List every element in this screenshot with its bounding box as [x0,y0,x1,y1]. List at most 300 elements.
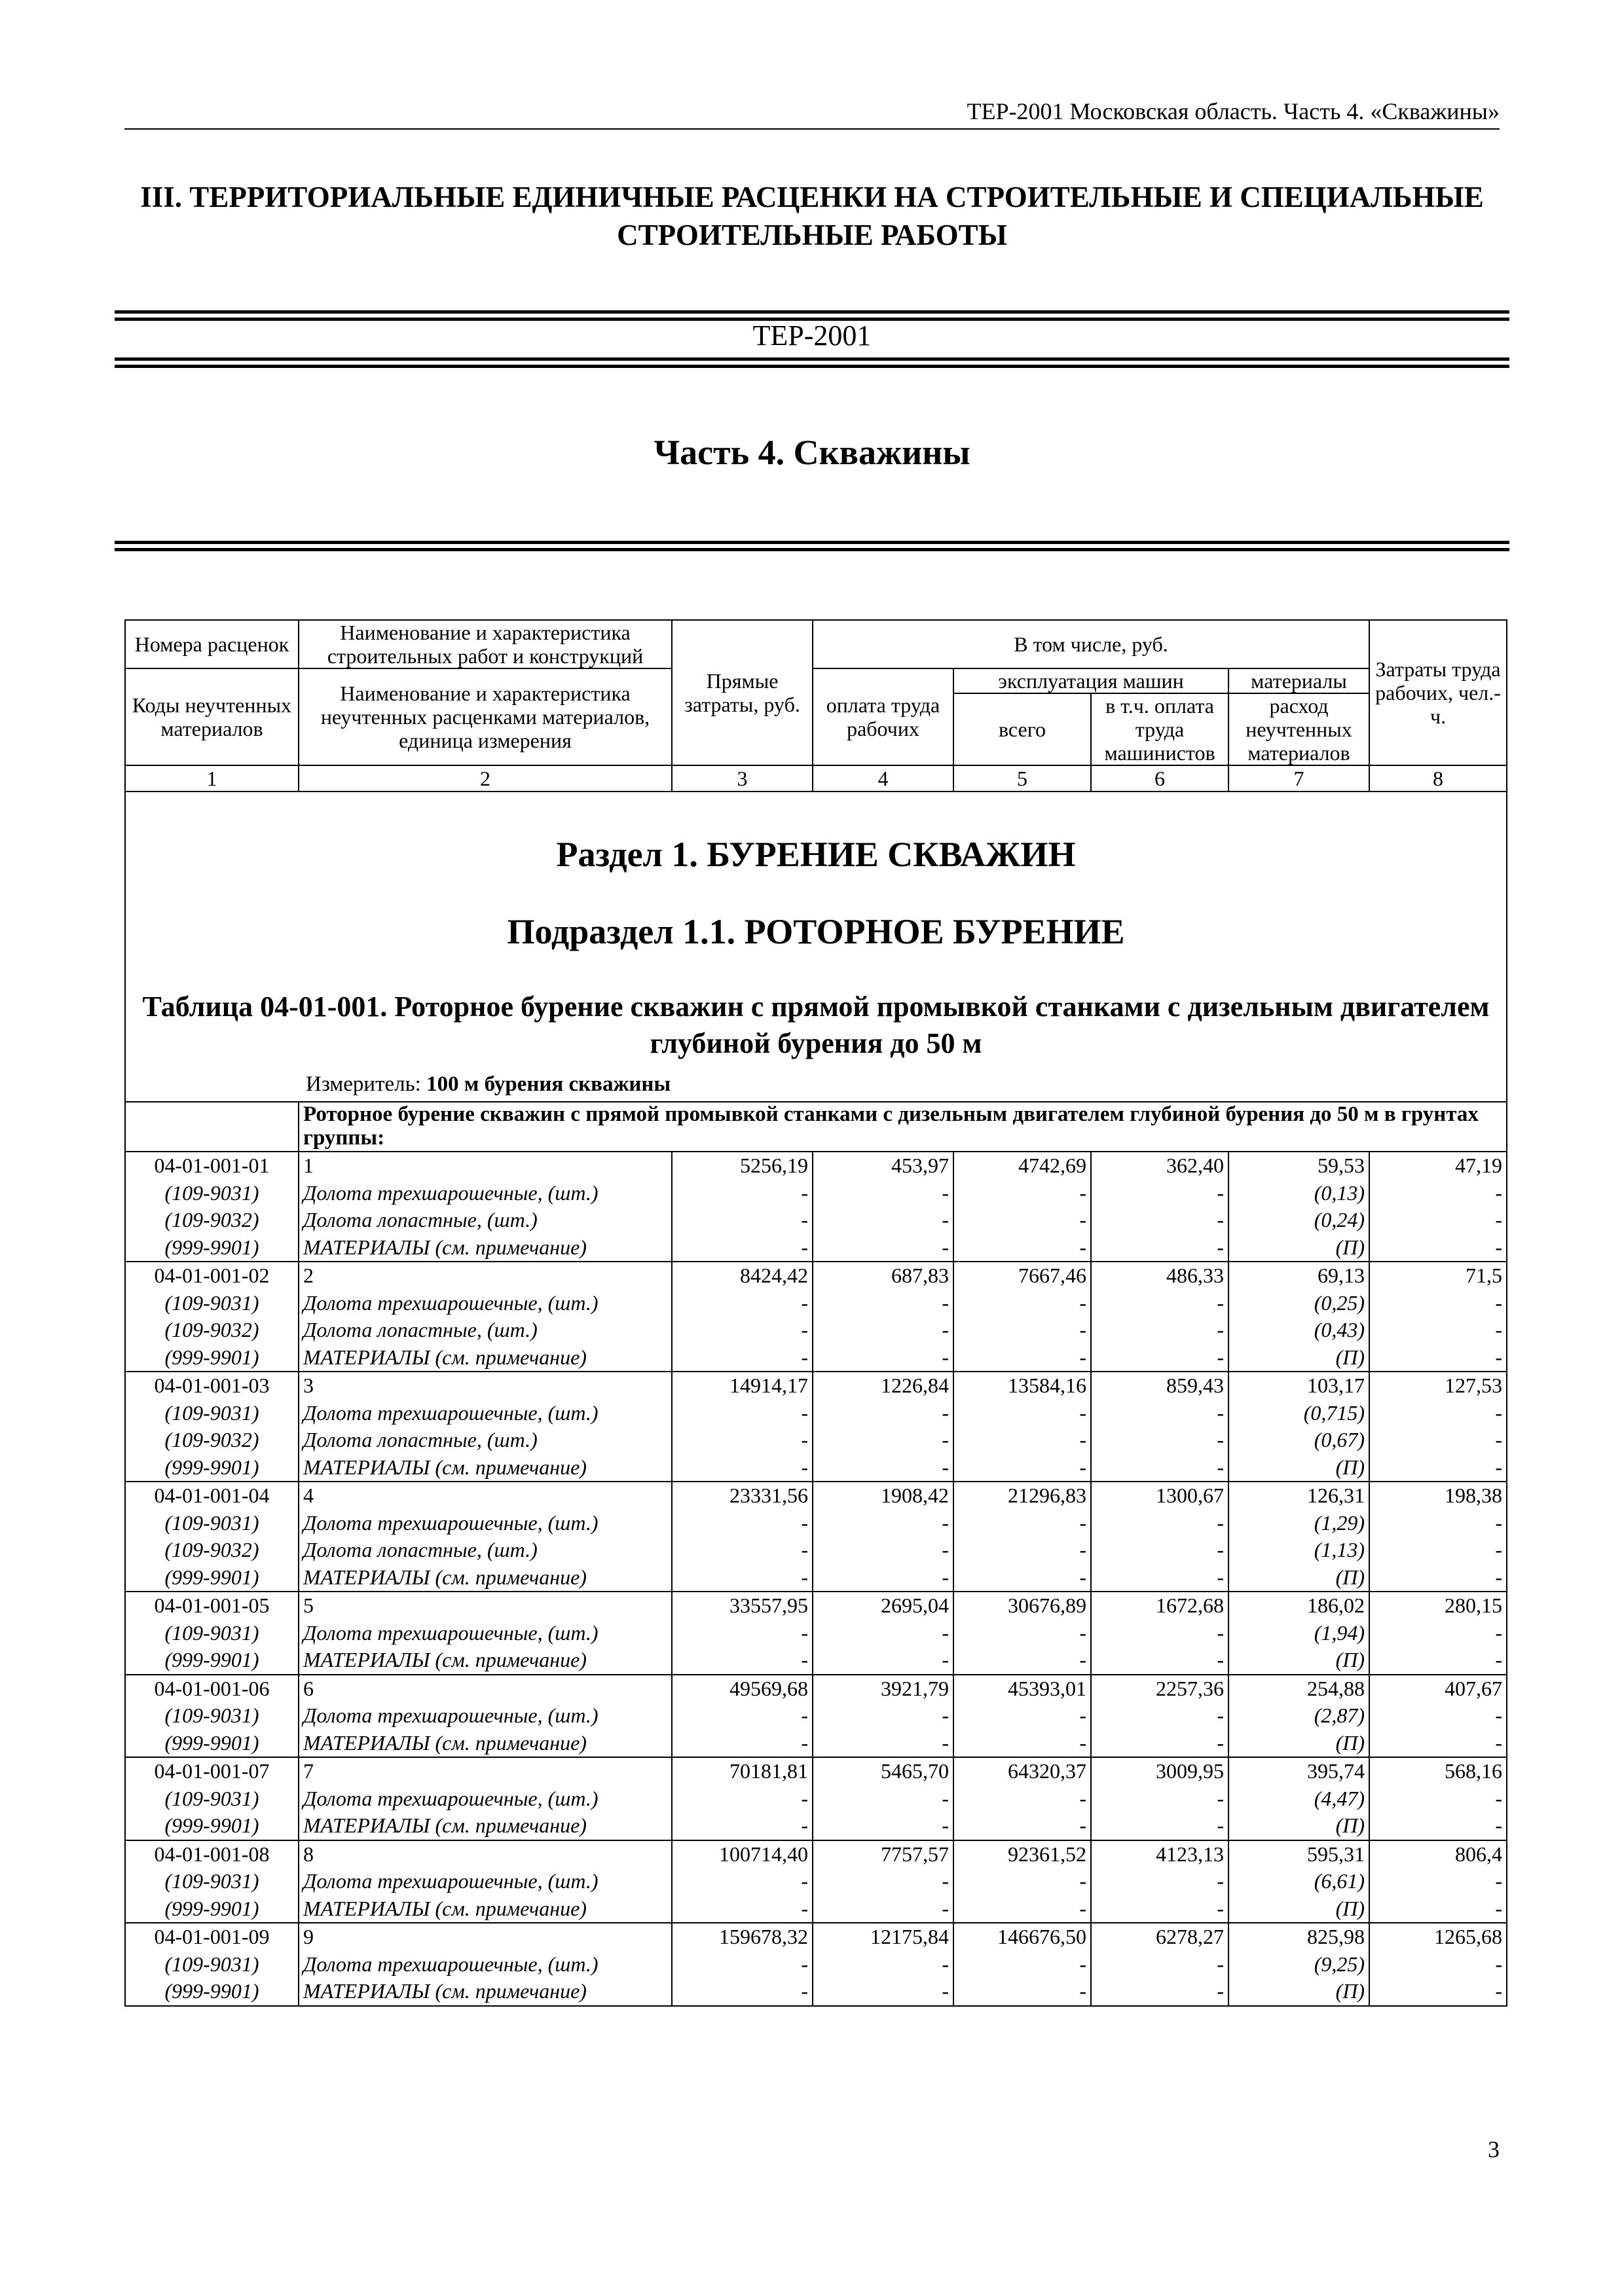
machines-total: 30676,89 [953,1592,1091,1620]
material-code: (999-9901) [125,1564,299,1592]
dash-cell: - [953,1400,1091,1427]
dash-cell: - [1091,1427,1228,1454]
dash-cell: - [1091,1620,1228,1647]
dash-cell: - [1369,1400,1507,1427]
material-name: МАТЕРИАЛЫ (см. примечание) [299,1730,672,1758]
material-row [125,1180,1507,1207]
dash-cell: - [672,1868,813,1895]
dash-cell: - [953,1290,1091,1317]
dash-cell: - [1091,1454,1228,1482]
dash-cell: - [1369,1978,1507,2006]
header-machines: эксплуатация машин [953,668,1228,693]
subsection-title: Подраздел 1.1. РОТОРНОЕ БУРЕНИЕ [507,912,1125,951]
operators-pay: 4123,13 [1091,1840,1228,1868]
machines-total: 21296,83 [953,1482,1091,1510]
header-rate-numbers: Номера расценок [125,620,299,668]
material-row [125,1290,1507,1317]
material-row [125,1868,1507,1895]
machines-total: 92361,52 [953,1840,1091,1868]
material-quantity: (П) [1228,1812,1369,1840]
dash-cell: - [1091,1978,1228,2006]
dash-cell: - [672,1537,813,1564]
material-quantity: (П) [1228,1647,1369,1675]
dash-cell: - [953,1620,1091,1647]
material-quantity: (0,67) [1228,1427,1369,1454]
material-name: Долота трехшарошечные, (шт.) [299,1180,672,1207]
dash-cell: - [672,1510,813,1537]
dash-cell: - [953,1207,1091,1234]
dash-cell: - [672,1895,813,1923]
material-row [125,1978,1507,2006]
rate-code: 04-01-001-03 [125,1372,299,1400]
header-material-codes: Коды неучтенных материалов [125,668,299,765]
rate-group [125,1152,1507,1262]
header-work-name: Наименование и характеристика строительных работ и конструкций [299,620,672,668]
dash-cell: - [1369,1537,1507,1564]
dash-cell: - [1091,1868,1228,1895]
labor-hours: 407,67 [1369,1675,1507,1703]
material-row [125,1234,1507,1262]
labor-hours: 71,5 [1369,1262,1507,1290]
rate-code: 04-01-001-01 [125,1152,299,1180]
column-number: 1 [125,765,299,792]
dash-cell: - [1091,1647,1228,1675]
dash-cell: - [813,1180,953,1207]
dash-cell: - [953,1978,1091,2006]
dash-cell: - [953,1730,1091,1758]
rate-code: 04-01-001-07 [125,1757,299,1785]
dash-cell: - [1369,1812,1507,1840]
header-in-total: В том числе, руб. [813,620,1369,668]
operators-pay: 1300,67 [1091,1482,1228,1510]
worker-pay: 687,83 [813,1262,953,1290]
dash-cell: - [953,1180,1091,1207]
material-code: (109-9031) [125,1180,299,1207]
dash-cell: - [813,1400,953,1427]
rate-name: 3 [299,1372,672,1400]
rate-name: 6 [299,1675,672,1703]
direct-costs: 159678,32 [672,1923,813,1951]
table-row [125,1675,1507,1703]
material-code: (109-9031) [125,1785,299,1813]
material-code: (999-9901) [125,1978,299,2006]
material-name: Долота лопастные, (шт.) [299,1427,672,1454]
rate-group [125,1482,1507,1592]
column-number: 6 [1091,765,1228,792]
dash-cell: - [1091,1895,1228,1923]
materials-cost: 103,17 [1228,1372,1369,1400]
dash-cell: - [1369,1785,1507,1813]
material-quantity: (2,87) [1228,1702,1369,1730]
dash-cell: - [672,1290,813,1317]
materials-cost: 395,74 [1228,1757,1369,1785]
worker-pay: 5465,70 [813,1757,953,1785]
material-code: (109-9032) [125,1537,299,1564]
labor-hours: 806,4 [1369,1840,1507,1868]
direct-costs: 8424,42 [672,1262,813,1290]
material-name: Долота трехшарошечные, (шт.) [299,1951,672,1978]
dash-cell: - [813,1785,953,1813]
material-quantity: (0,715) [1228,1400,1369,1427]
material-code: (999-9901) [125,1895,299,1923]
part-double-rule [115,541,1509,551]
material-name: Долота трехшарошечные, (шт.) [299,1868,672,1895]
direct-costs: 5256,19 [672,1152,813,1180]
dash-cell: - [1091,1234,1228,1262]
dash-cell: - [813,1702,953,1730]
dash-cell: - [1091,1564,1228,1592]
material-quantity: (4,47) [1228,1785,1369,1813]
dash-cell: - [953,1812,1091,1840]
header-material-names: Наименование и характеристика неучтенных расценками материалов, единица измерения [299,668,672,765]
dash-cell: - [672,1180,813,1207]
labor-hours: 47,19 [1369,1152,1507,1180]
material-quantity: (П) [1228,1730,1369,1758]
rate-code: 04-01-001-02 [125,1262,299,1290]
column-number: 7 [1228,765,1369,792]
material-name: Долота трехшарошечные, (шт.) [299,1510,672,1537]
operators-pay: 486,33 [1091,1262,1228,1290]
dash-cell: - [813,1510,953,1537]
dash-cell: - [1091,1290,1228,1317]
direct-costs: 70181,81 [672,1757,813,1785]
dash-cell: - [953,1510,1091,1537]
rate-name: 1 [299,1152,672,1180]
material-code: (109-9032) [125,1427,299,1454]
section-block [125,792,1507,1102]
dash-cell: - [953,1895,1091,1923]
rate-code: 04-01-001-04 [125,1482,299,1510]
material-quantity: (0,24) [1228,1207,1369,1234]
dash-cell: - [953,1868,1091,1895]
material-row [125,1510,1507,1537]
page-number: 3 [1488,2136,1500,2162]
machines-total: 13584,16 [953,1372,1091,1400]
dash-cell: - [1091,1537,1228,1564]
material-row [125,1207,1507,1234]
material-code: (109-9031) [125,1510,299,1537]
material-row [125,1702,1507,1730]
material-name: МАТЕРИАЛЫ (см. примечание) [299,1647,672,1675]
dash-cell: - [953,1647,1091,1675]
material-code: (999-9901) [125,1344,299,1372]
dash-cell: - [672,1730,813,1758]
dash-cell: - [672,1454,813,1482]
dash-cell: - [1369,1564,1507,1592]
meter-line [306,1071,1506,1097]
material-quantity: (0,13) [1228,1180,1369,1207]
material-name: МАТЕРИАЛЫ (см. примечание) [299,1344,672,1372]
section-title: Раздел 1. БУРЕНИЕ СКВАЖИН [556,835,1076,874]
worker-pay: 3921,79 [813,1675,953,1703]
dash-cell: - [1369,1951,1507,1978]
dash-cell: - [1369,1290,1507,1317]
table-row [125,1757,1507,1785]
materials-cost: 186,02 [1228,1592,1369,1620]
column-number: 3 [672,765,813,792]
header-labor-hours: Затраты труда рабочих, чел.-ч. [1369,620,1507,765]
material-row [125,1317,1507,1344]
material-row [125,1537,1507,1564]
material-name: МАТЕРИАЛЫ (см. примечание) [299,1454,672,1482]
dash-cell: - [1369,1702,1507,1730]
operators-pay: 362,40 [1091,1152,1228,1180]
direct-costs: 23331,56 [672,1482,813,1510]
materials-cost: 825,98 [1228,1923,1369,1951]
dash-cell: - [813,1290,953,1317]
operators-pay: 6278,27 [1091,1923,1228,1951]
rates-table [124,619,1507,2007]
rate-name: 9 [299,1923,672,1951]
main-title: III. ТЕРРИТОРИАЛЬНЫЕ ЕДИНИЧНЫЕ РАСЦЕНКИ НА СТРОИТЕЛЬНЫЕ И СПЕЦИАЛЬНЫЕ СТРОИТЕЛЬНЫЕ РАБОТЫ [140,181,1484,251]
table-row [125,1262,1507,1290]
material-row [125,1620,1507,1647]
labor-hours: 1265,68 [1369,1923,1507,1951]
labor-hours: 198,38 [1369,1482,1507,1510]
dash-cell: - [672,1785,813,1813]
dash-cell: - [672,1978,813,2006]
dash-cell: - [672,1812,813,1840]
table-row [125,1592,1507,1620]
rate-group [125,1592,1507,1675]
meter-label: Измеритель: [306,1072,421,1096]
material-row [125,1951,1507,1978]
material-row [125,1730,1507,1758]
material-code: (109-9031) [125,1620,299,1647]
dash-cell: - [1091,1510,1228,1537]
machines-total: 7667,46 [953,1262,1091,1290]
material-code: (999-9901) [125,1812,299,1840]
material-name: Долота трехшарошечные, (шт.) [299,1400,672,1427]
rate-name: 8 [299,1840,672,1868]
material-quantity: (П) [1228,1344,1369,1372]
column-number: 8 [1369,765,1507,792]
material-row [125,1564,1507,1592]
material-name: МАТЕРИАЛЫ (см. примечание) [299,1564,672,1592]
material-name: Долота лопастные, (шт.) [299,1207,672,1234]
material-row [125,1400,1507,1427]
rate-group [125,1923,1507,2006]
dash-cell: - [1091,1812,1228,1840]
dash-cell: - [953,1234,1091,1262]
direct-costs: 100714,40 [672,1840,813,1868]
worker-pay: 453,97 [813,1152,953,1180]
materials-cost: 595,31 [1228,1840,1369,1868]
dash-cell: - [672,1317,813,1344]
worker-pay: 1908,42 [813,1482,953,1510]
material-code: (999-9901) [125,1647,299,1675]
dash-cell: - [1369,1344,1507,1372]
dash-cell: - [1369,1427,1507,1454]
material-row [125,1812,1507,1840]
dash-cell: - [672,1647,813,1675]
ter-double-rule [115,357,1509,368]
table-row [125,1372,1507,1400]
dash-cell: - [672,1234,813,1262]
column-number: 4 [813,765,953,792]
labor-hours: 568,16 [1369,1757,1507,1785]
dash-cell: - [1091,1344,1228,1372]
dash-cell: - [1091,1400,1228,1427]
dash-cell: - [672,1702,813,1730]
material-name: Долота трехшарошечные, (шт.) [299,1290,672,1317]
material-name: МАТЕРИАЛЫ (см. примечание) [299,1234,672,1262]
dash-cell: - [813,1344,953,1372]
dash-cell: - [1369,1647,1507,1675]
material-code: (109-9031) [125,1702,299,1730]
dash-cell: - [813,1978,953,2006]
dash-cell: - [813,1454,953,1482]
dash-cell: - [672,1207,813,1234]
dash-cell: - [1369,1180,1507,1207]
material-code: (109-9032) [125,1317,299,1344]
dash-cell: - [1369,1895,1507,1923]
labor-hours: 127,53 [1369,1372,1507,1400]
dash-cell: - [672,1951,813,1978]
dash-cell: - [1091,1180,1228,1207]
dash-cell: - [1091,1702,1228,1730]
dash-cell: - [672,1620,813,1647]
dash-cell: - [813,1317,953,1344]
material-code: (999-9901) [125,1730,299,1758]
materials-cost: 69,13 [1228,1262,1369,1290]
material-name: МАТЕРИАЛЫ (см. примечание) [299,1895,672,1923]
machines-total: 45393,01 [953,1675,1091,1703]
rate-code: 04-01-001-06 [125,1675,299,1703]
material-name: Долота трехшарошечные, (шт.) [299,1785,672,1813]
direct-costs: 49569,68 [672,1675,813,1703]
table-title: Таблица 04-01-001. Роторное бурение скважин с прямой промывкой станками с дизельным двигателем глубиной бурения до 50 м [142,991,1490,1059]
header-worker-pay: оплата труда рабочих [813,668,953,765]
material-quantity: (6,61) [1228,1868,1369,1895]
material-quantity: (0,25) [1228,1290,1369,1317]
dash-cell: - [672,1564,813,1592]
material-row [125,1344,1507,1372]
worker-pay: 2695,04 [813,1592,953,1620]
dash-cell: - [1091,1785,1228,1813]
material-code: (109-9031) [125,1290,299,1317]
dash-cell: - [1091,1317,1228,1344]
material-quantity: (9,25) [1228,1951,1369,1978]
part-title: Часть 4. Скважины [654,433,970,472]
material-quantity: (П) [1228,1895,1369,1923]
rate-name: 2 [299,1262,672,1290]
materials-cost: 126,31 [1228,1482,1369,1510]
material-code: (999-9901) [125,1454,299,1482]
material-quantity: (1,13) [1228,1537,1369,1564]
rate-group [125,1757,1507,1840]
material-quantity: (П) [1228,1234,1369,1262]
rate-group [125,1675,1507,1758]
rate-group [125,1372,1507,1482]
direct-costs: 33557,95 [672,1592,813,1620]
material-quantity: (П) [1228,1564,1369,1592]
operators-pay: 3009,95 [1091,1757,1228,1785]
material-name: Долота лопастные, (шт.) [299,1317,672,1344]
dash-cell: - [813,1812,953,1840]
dash-cell: - [953,1317,1091,1344]
column-number: 2 [299,765,672,792]
dash-cell: - [672,1400,813,1427]
dash-cell: - [953,1785,1091,1813]
material-code: (109-9032) [125,1207,299,1234]
dash-cell: - [953,1702,1091,1730]
dash-cell: - [813,1730,953,1758]
dash-cell: - [1369,1510,1507,1537]
machines-total: 146676,50 [953,1923,1091,1951]
materials-cost: 254,88 [1228,1675,1369,1703]
material-quantity: (1,94) [1228,1620,1369,1647]
dash-cell: - [953,1564,1091,1592]
material-row [125,1647,1507,1675]
dash-cell: - [1091,1951,1228,1978]
dash-cell: - [813,1951,953,1978]
table-row [125,1482,1507,1510]
machines-total: 4742,69 [953,1152,1091,1180]
dash-cell: - [813,1427,953,1454]
material-code: (999-9901) [125,1234,299,1262]
rate-group [125,1840,1507,1923]
running-header: ТЕР-2001 Московская область. Часть 4. «Скважины» [124,98,1500,130]
dash-cell: - [813,1647,953,1675]
material-name: МАТЕРИАЛЫ (см. примечание) [299,1978,672,2006]
dash-cell: - [1091,1207,1228,1234]
dash-cell: - [953,1427,1091,1454]
table-row [125,1923,1507,1951]
dash-cell: - [953,1951,1091,1978]
dash-cell: - [1369,1317,1507,1344]
material-name: Долота трехшарошечные, (шт.) [299,1620,672,1647]
rate-name: 5 [299,1592,672,1620]
rate-name: 7 [299,1757,672,1785]
ter-label: ТЕР-2001 [752,319,872,352]
dash-cell: - [953,1344,1091,1372]
rate-name: 4 [299,1482,672,1510]
dash-cell: - [1369,1868,1507,1895]
dash-cell: - [813,1207,953,1234]
column-number: 5 [953,765,1091,792]
dash-cell: - [813,1537,953,1564]
dash-cell: - [953,1537,1091,1564]
operators-pay: 859,43 [1091,1372,1228,1400]
operators-pay: 1672,68 [1091,1592,1228,1620]
dash-cell: - [1369,1234,1507,1262]
header-direct-costs: Прямые затраты, руб. [672,620,813,765]
rate-code: 04-01-001-05 [125,1592,299,1620]
material-quantity: (0,43) [1228,1317,1369,1344]
header-materials: материалы [1228,668,1369,693]
material-code: (109-9031) [125,1951,299,1978]
description-spacer [125,1102,299,1152]
rate-code: 04-01-001-08 [125,1840,299,1868]
labor-hours: 280,15 [1369,1592,1507,1620]
rate-code: 04-01-001-09 [125,1923,299,1951]
dash-cell: - [672,1427,813,1454]
meter-value: 100 м бурения скважины [426,1072,671,1096]
dash-cell: - [953,1454,1091,1482]
material-code: (109-9031) [125,1400,299,1427]
dash-cell: - [672,1344,813,1372]
worker-pay: 7757,57 [813,1840,953,1868]
dash-cell: - [1369,1454,1507,1482]
dash-cell: - [1369,1730,1507,1758]
material-row [125,1785,1507,1813]
material-quantity: (П) [1228,1978,1369,2006]
material-quantity: (1,29) [1228,1510,1369,1537]
work-description: Роторное бурение скважин с прямой промывкой станками с дизельным двигателем глубиной бурения до 50 м в грунтах группы: [299,1102,1507,1152]
materials-cost: 59,53 [1228,1152,1369,1180]
table-row [125,1152,1507,1180]
